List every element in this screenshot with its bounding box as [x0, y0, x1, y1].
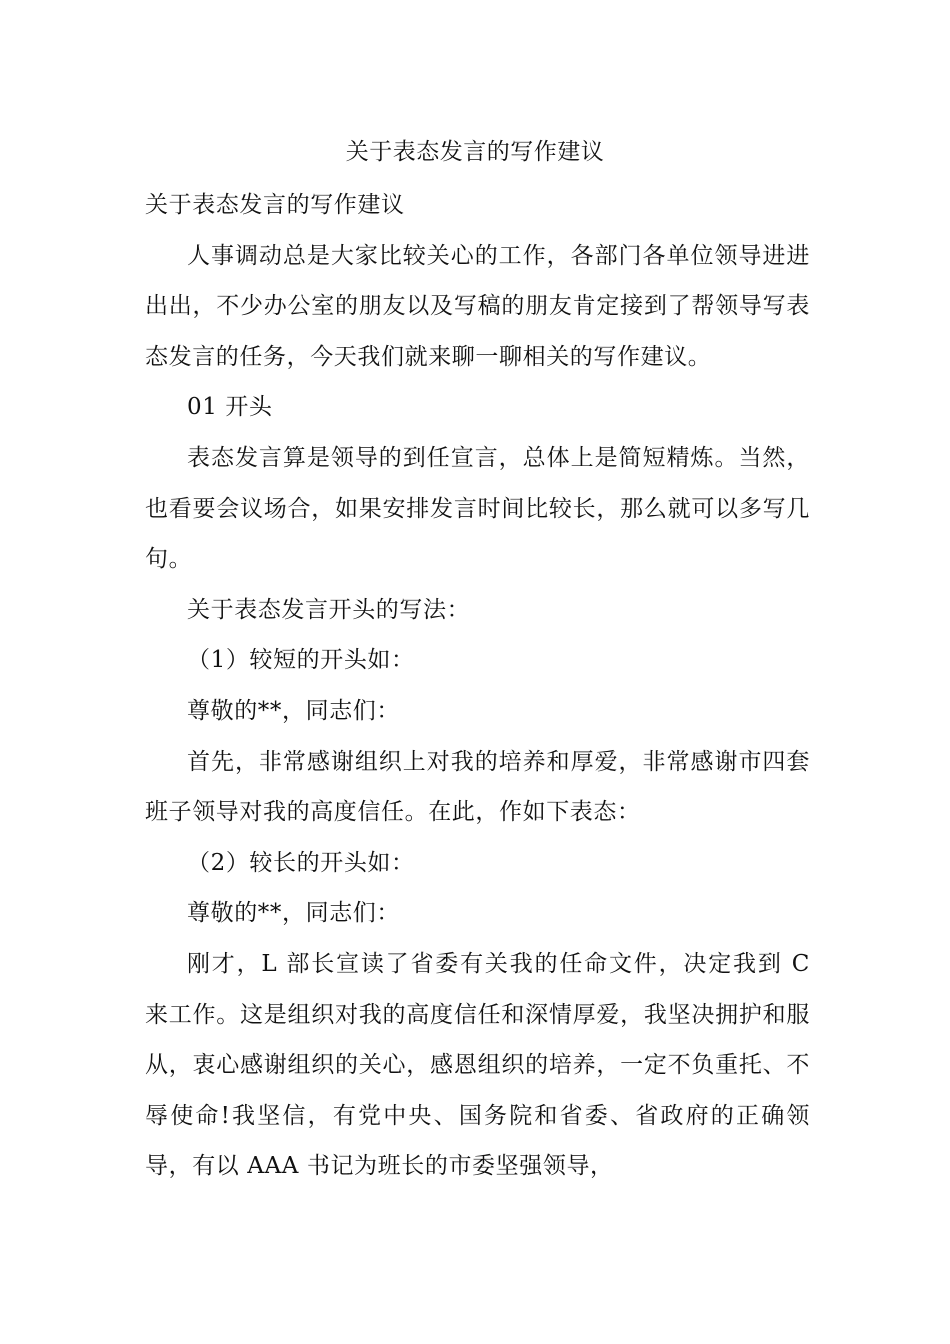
paragraph-salutation: 尊敬的**，同志们：	[187, 697, 400, 724]
section-heading-opening: 01 开头	[187, 394, 273, 421]
paragraph-opening-overview: 表态发言算是领导的到任宣言，总体上是简短精炼。当然，也看要会议场合，如果安排发言时间比较长，那么就可以多写几句。	[145, 444, 810, 573]
paragraph-intro: 人事调动总是大家比较关心的工作，各部门各单位领导进进出出，不少办公室的朋友以及写稿的朋友肯定接到了帮领导写表态发言的任务，今天我们就来聊一聊相关的写作建议。	[145, 242, 810, 370]
paragraph-long-opening-body: 刚才，L 部长宣读了省委有关我的任命文件，决定我到 C 来工作。这是组织对我的高度信任和深情厚爱，我坚决拥护和服从，衷心感谢组织的关心，感恩组织的培养，一定不负重托、不辱使命!我坚信，有党中央、国务院和省委、省政府的正确领导，有以 AAA 书记为班长的市委坚强领导，	[145, 950, 810, 1180]
paragraph-subtitle: 关于表态发言的写作建议	[145, 192, 405, 218]
paragraph-opening-methods: 关于表态发言开头的写法：	[187, 596, 471, 623]
paragraph-salutation: 尊敬的**，同志们：	[187, 900, 400, 927]
paragraph-long-opening-label: （2）较长的开头如：	[187, 849, 415, 876]
document-body	[145, 180, 810, 1192]
document-title: 关于表态发言的写作建议	[345, 139, 605, 165]
paragraph-short-opening-label: （1）较短的开头如：	[187, 647, 415, 674]
paragraph-short-opening-body: 首先，非常感谢组织上对我的培养和厚爱，非常感谢市四套班子领导对我的高度信任。在此，作如下表态：	[145, 748, 810, 826]
